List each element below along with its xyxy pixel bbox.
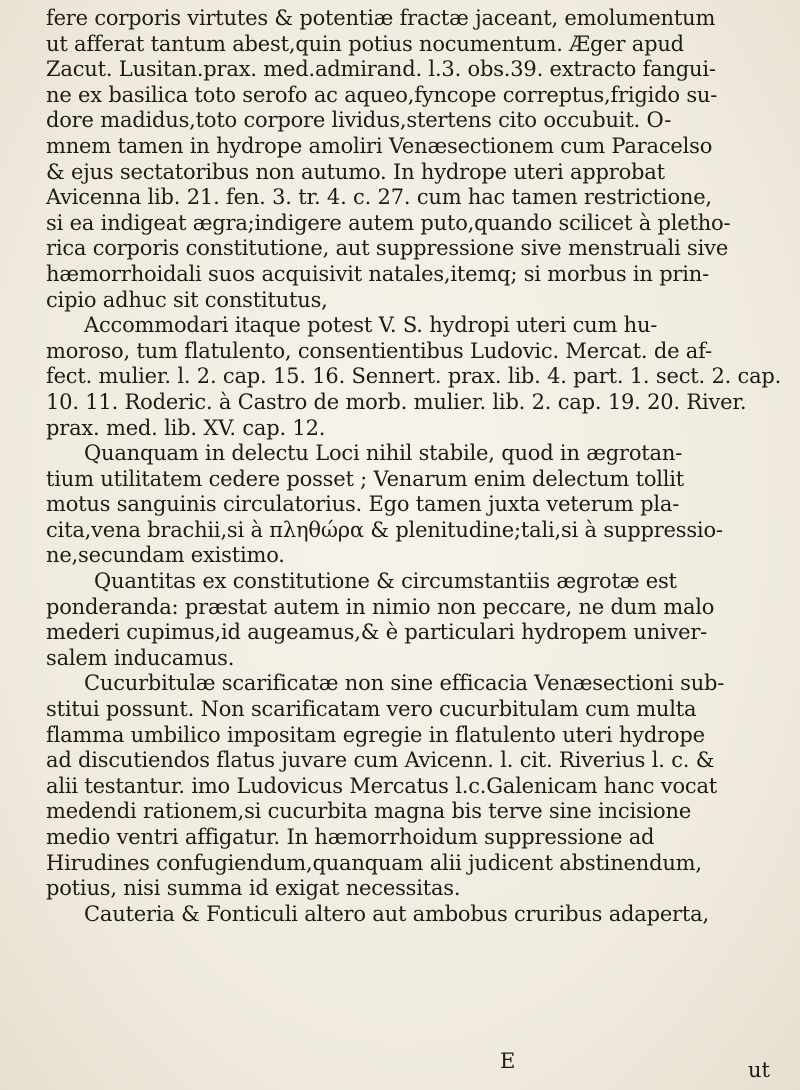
text-line: si ea indigeat ægra;indigere autem puto,quando scilicet à pletho- xyxy=(46,210,731,235)
text-line: potius, nisi summa id exigat necessitas. xyxy=(46,876,461,901)
catchword: ut xyxy=(748,1058,770,1082)
text-line: tium utilitatem cedere posset ; Venarum enim delectum tollit xyxy=(46,466,685,491)
text-line: dore madidus,toto corpore lividus,stertens cito occubuit. O- xyxy=(46,108,672,133)
text-line: cita,vena brachii,si à πληθώρα & plenitudine;tali,si à suppressio- xyxy=(46,517,723,542)
text-line: mnem tamen in hydrope amoliri Venæsectionem cum Paracelso xyxy=(46,133,713,158)
text-line: hæmorrhoidali suos acquisivit natales,itemq; si morbus in prin- xyxy=(46,261,710,286)
text-line: ne ex basilica toto serofo ac aqueo,fyncope correptus,frigido su- xyxy=(46,82,718,107)
text-line: medio ventri affigatur. In hæmorrhoidum suppressione ad xyxy=(46,825,655,849)
text-line: motus sanguinis circulatorius. Ego tamen juxta veterum pla- xyxy=(46,492,680,517)
text-line: stitui possunt. Non scarificatam vero cucurbitulam cum multa xyxy=(46,697,697,722)
text-line: ad discutiendos flatus juvare cum Avicenn. l. cit. Riverius l. c. & xyxy=(46,748,715,773)
text-line: cipio adhuc sit constitutus, xyxy=(46,287,328,312)
paragraph-start-line: Quanquam in delectu Loci nihil stabile, quod in ægrotan- xyxy=(84,441,683,466)
paragraph-start-line: Quantitas ex constitutione & circumstantiis ægrotæ est xyxy=(94,569,677,594)
paragraph-start-line: Accommodari itaque potest V. S. hydropi uteri cum hu- xyxy=(84,313,658,338)
body-text xyxy=(46,6,781,927)
text-line: fere corporis virtutes & potentiæ fractæ jaceant, emolumentum xyxy=(46,6,716,30)
text-line: prax. med. lib. XV. cap. 12. xyxy=(46,415,326,440)
text-line: rica corporis constitutione, aut suppressione sive menstruali sive xyxy=(46,236,729,261)
text-line: & ejus sectatoribus non autumo. In hydrope uteri approbat xyxy=(46,159,665,184)
text-line: ut afferat tantum abest,quin potius nocumentum. Æger apud xyxy=(46,31,684,56)
text-line: Avicenna lib. 21. fen. 3. tr. 4. c. 27. cum hac tamen restrictione, xyxy=(46,185,712,210)
text-line: mederi cupimus,id augeamus,& è particulari hydropem univer- xyxy=(46,620,708,645)
signature-mark: E xyxy=(500,1049,516,1073)
text-line: alii testantur. imo Ludovicus Mercatus l.c.Galenicam hanc vocat xyxy=(46,773,718,798)
text-line: fect. mulier. l. 2. cap. 15. 16. Sennert. prax. lib. 4. part. 1. sect. 2. cap. xyxy=(46,364,781,389)
text-line: medendi rationem,si cucurbita magna bis terve sine incisione xyxy=(46,799,692,824)
text-line: salem inducamus. xyxy=(46,645,235,670)
text-line: ne,secundam existimo. xyxy=(46,543,285,568)
text-line: flamma umbilico impositam egregie in flatulento uteri hydrope xyxy=(46,722,705,747)
text-line: Hirudines confugiendum,quanquam alii judicent abstinendum, xyxy=(46,850,702,875)
text-line: Zacut. Lusitan.prax. med.admirand. l.3. obs.39. extracto fangui- xyxy=(46,57,716,82)
paragraph-start-line: Cucurbitulæ scarificatæ non sine efficacia Venæsectioni sub- xyxy=(84,671,725,696)
text-line: ponderanda: præstat autem in nimio non peccare, ne dum malo xyxy=(46,594,715,619)
text-line: moroso, tum flatulento, consentientibus Ludovic. Mercat. de af- xyxy=(46,338,712,363)
text-line: 10. 11. Roderic. à Castro de morb. mulier. lib. 2. cap. 19. 20. River. xyxy=(46,389,747,414)
paragraph-start-line: Cauteria & Fonticuli altero aut ambobus cruribus adaperta, xyxy=(84,901,709,926)
